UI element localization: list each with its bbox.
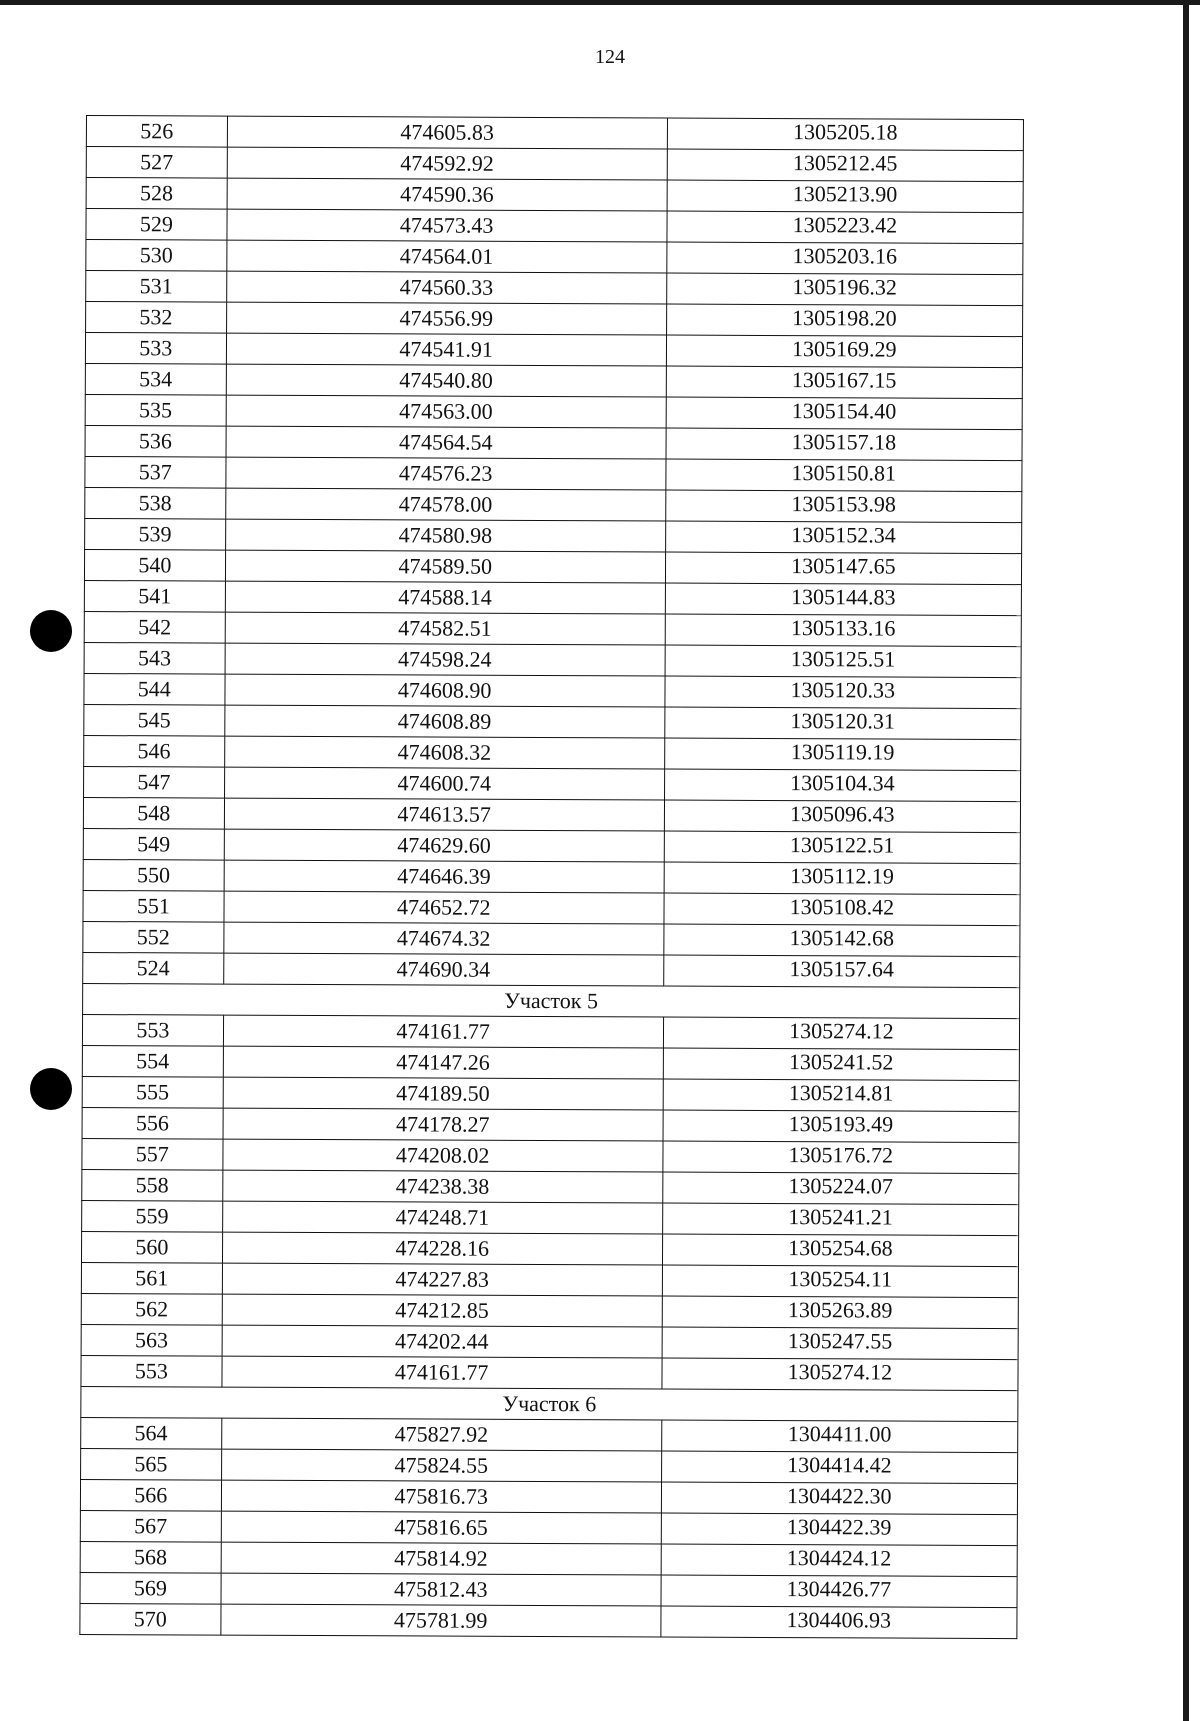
y-coordinate-cell: 1305125.51	[665, 645, 1021, 678]
y-coordinate-cell: 1304424.12	[661, 1544, 1017, 1577]
point-number-cell: 537	[85, 456, 226, 488]
y-coordinate-cell: 1305169.29	[666, 335, 1022, 368]
point-number-cell: 556	[82, 1107, 223, 1139]
x-coordinate-cell: 474178.27	[223, 1108, 663, 1141]
table-row	[81, 1293, 1018, 1328]
point-number-cell: 559	[82, 1200, 223, 1232]
y-coordinate-cell: 1305104.34	[664, 769, 1020, 802]
point-number-cell: 538	[85, 487, 226, 519]
table-row	[82, 1169, 1019, 1204]
point-number-cell: 533	[85, 333, 226, 365]
punch-hole-upper	[30, 610, 72, 652]
table-row	[83, 797, 1020, 832]
point-number-cell: 539	[85, 518, 226, 550]
x-coordinate-cell: 474202.44	[222, 1325, 662, 1358]
x-coordinate-cell: 474578.00	[225, 488, 665, 521]
x-coordinate-cell: 474212.85	[222, 1294, 662, 1327]
y-coordinate-cell: 1305142.68	[664, 924, 1020, 957]
x-coordinate-cell: 474541.91	[226, 333, 666, 366]
point-number-cell: 567	[80, 1510, 221, 1542]
table-row	[82, 1076, 1019, 1111]
y-coordinate-cell: 1305241.21	[662, 1203, 1018, 1236]
y-coordinate-cell: 1305176.72	[663, 1141, 1019, 1174]
table-row	[83, 952, 1020, 987]
table-row	[80, 1541, 1017, 1576]
y-coordinate-cell: 1305119.19	[664, 738, 1020, 771]
y-coordinate-cell: 1305241.52	[663, 1048, 1019, 1081]
table-row	[86, 302, 1023, 337]
x-coordinate-cell: 474228.16	[222, 1232, 662, 1265]
x-coordinate-cell: 474590.36	[227, 178, 667, 211]
table-row	[81, 1448, 1018, 1483]
point-number-cell: 546	[84, 735, 225, 767]
table-row	[81, 1324, 1018, 1359]
point-number-cell: 565	[81, 1448, 222, 1480]
x-coordinate-cell: 474598.24	[225, 643, 665, 676]
coordinates-table	[79, 115, 1024, 1639]
table-row	[80, 1479, 1017, 1514]
table-row	[80, 1510, 1017, 1545]
x-coordinate-cell: 474564.01	[227, 240, 667, 273]
point-number-cell: 553	[81, 1355, 222, 1387]
table-row	[82, 1200, 1019, 1235]
point-number-cell: 541	[84, 580, 225, 612]
page-number: 124	[595, 46, 625, 68]
table-row	[84, 704, 1021, 739]
x-coordinate-cell: 474147.26	[223, 1046, 663, 1079]
y-coordinate-cell: 1305167.15	[666, 366, 1022, 399]
table-row	[81, 1262, 1018, 1297]
y-coordinate-cell: 1305096.43	[664, 800, 1020, 833]
y-coordinate-cell: 1305214.81	[663, 1079, 1019, 1112]
table-row	[86, 271, 1023, 306]
x-coordinate-cell: 474608.90	[225, 674, 665, 707]
x-coordinate-cell: 474540.80	[226, 364, 666, 397]
point-number-cell: 527	[86, 147, 227, 179]
x-coordinate-cell: 474563.00	[226, 395, 666, 428]
x-coordinate-cell: 474600.74	[224, 767, 664, 800]
x-coordinate-cell: 474652.72	[224, 891, 664, 924]
y-coordinate-cell: 1305254.11	[662, 1265, 1018, 1298]
y-coordinate-cell: 1305120.31	[664, 707, 1020, 740]
point-number-cell: 563	[81, 1324, 222, 1356]
point-number-cell: 532	[86, 302, 227, 334]
y-coordinate-cell: 1305274.12	[663, 1017, 1019, 1050]
table-row	[85, 333, 1022, 368]
table-row	[81, 1355, 1018, 1390]
point-number-cell: 551	[83, 890, 224, 922]
x-coordinate-cell: 474573.43	[227, 209, 667, 242]
x-coordinate-cell: 474227.83	[222, 1263, 662, 1296]
y-coordinate-cell: 1305108.42	[664, 893, 1020, 926]
table-row	[83, 921, 1020, 956]
y-coordinate-cell: 1305254.68	[662, 1234, 1018, 1267]
table-row	[84, 549, 1021, 584]
y-coordinate-cell: 1304411.00	[661, 1420, 1017, 1453]
table-row	[86, 147, 1023, 182]
y-coordinate-cell: 1305147.65	[665, 552, 1021, 585]
x-coordinate-cell: 474629.60	[224, 829, 664, 862]
point-number-cell: 554	[82, 1045, 223, 1077]
x-coordinate-cell: 474608.89	[224, 705, 664, 738]
y-coordinate-cell: 1305152.34	[665, 521, 1021, 554]
x-coordinate-cell: 474582.51	[225, 612, 665, 645]
y-coordinate-cell: 1304422.39	[661, 1513, 1017, 1546]
table-row	[86, 116, 1023, 151]
table-row	[82, 1014, 1019, 1049]
table-row	[86, 178, 1023, 213]
scan-border-top	[0, 0, 1200, 5]
point-number-cell: 568	[80, 1541, 221, 1573]
y-coordinate-cell: 1304406.93	[661, 1606, 1017, 1639]
x-coordinate-cell: 475814.92	[221, 1542, 661, 1575]
point-number-cell: 552	[83, 921, 224, 953]
x-coordinate-cell: 475816.65	[221, 1511, 661, 1544]
y-coordinate-cell: 1304426.77	[661, 1575, 1017, 1608]
table-row	[82, 1107, 1019, 1142]
y-coordinate-cell: 1305223.42	[667, 211, 1023, 244]
point-number-cell: 531	[86, 271, 227, 303]
point-number-cell: 558	[82, 1169, 223, 1201]
point-number-cell: 569	[80, 1572, 221, 1604]
y-coordinate-cell: 1305157.64	[663, 955, 1019, 988]
point-number-cell: 562	[81, 1293, 222, 1325]
y-coordinate-cell: 1305274.12	[662, 1358, 1018, 1391]
x-coordinate-cell: 474248.71	[222, 1201, 662, 1234]
point-number-cell: 564	[81, 1417, 222, 1449]
table-row	[82, 1138, 1019, 1173]
point-number-cell: 544	[84, 673, 225, 705]
table-row	[81, 1417, 1018, 1452]
x-coordinate-cell: 474161.77	[223, 1015, 663, 1048]
y-coordinate-cell: 1305263.89	[662, 1296, 1018, 1329]
x-coordinate-cell: 475824.55	[221, 1449, 661, 1482]
section-title: Участок 5	[83, 983, 1020, 1018]
point-number-cell: 547	[84, 766, 225, 798]
point-number-cell: 570	[80, 1603, 221, 1635]
table-row	[84, 735, 1021, 770]
x-coordinate-cell: 474605.83	[227, 116, 667, 149]
x-coordinate-cell: 474576.23	[226, 457, 666, 490]
y-coordinate-cell: 1305122.51	[664, 831, 1020, 864]
point-number-cell: 545	[84, 704, 225, 736]
point-number-cell: 555	[82, 1076, 223, 1108]
x-coordinate-cell: 474560.33	[226, 271, 666, 304]
y-coordinate-cell: 1305247.55	[662, 1327, 1018, 1360]
table-row	[85, 456, 1022, 491]
y-coordinate-cell: 1305144.83	[665, 583, 1021, 616]
point-number-cell: 526	[86, 116, 227, 148]
y-coordinate-cell: 1305213.90	[667, 180, 1023, 213]
section-header-row	[81, 1386, 1018, 1421]
scan-border-right	[1183, 0, 1189, 1721]
x-coordinate-cell: 474690.34	[223, 953, 663, 986]
table-row	[80, 1603, 1017, 1638]
x-coordinate-cell: 475812.43	[221, 1573, 661, 1606]
point-number-cell: 566	[80, 1479, 221, 1511]
x-coordinate-cell: 474613.57	[224, 798, 664, 831]
point-number-cell: 557	[82, 1138, 223, 1170]
table-row	[81, 1231, 1018, 1266]
table-row	[85, 487, 1022, 522]
y-coordinate-cell: 1305224.07	[662, 1172, 1018, 1205]
y-coordinate-cell: 1305150.81	[666, 459, 1022, 492]
table-row	[84, 580, 1021, 615]
x-coordinate-cell: 474588.14	[225, 581, 665, 614]
x-coordinate-cell: 475827.92	[221, 1418, 661, 1451]
table-row	[84, 766, 1021, 801]
point-number-cell: 550	[83, 859, 224, 891]
y-coordinate-cell: 1305120.33	[665, 676, 1021, 709]
y-coordinate-cell: 1305157.18	[666, 428, 1022, 461]
x-coordinate-cell: 475816.73	[221, 1480, 661, 1513]
y-coordinate-cell: 1305154.40	[666, 397, 1022, 430]
table-row	[86, 240, 1023, 275]
x-coordinate-cell: 474161.77	[222, 1356, 662, 1389]
x-coordinate-cell: 474589.50	[225, 550, 665, 583]
point-number-cell: 553	[82, 1014, 223, 1046]
y-coordinate-cell: 1305193.49	[663, 1110, 1019, 1143]
table-row	[80, 1572, 1017, 1607]
y-coordinate-cell: 1305212.45	[667, 149, 1023, 182]
section-title: Участок 6	[81, 1386, 1018, 1421]
point-number-cell: 548	[83, 797, 224, 829]
x-coordinate-cell: 474608.32	[224, 736, 664, 769]
y-coordinate-cell: 1305112.19	[664, 862, 1020, 895]
point-number-cell: 524	[83, 952, 224, 984]
section-header-row	[83, 983, 1020, 1018]
table-row	[86, 209, 1023, 244]
point-number-cell: 535	[85, 394, 226, 426]
y-coordinate-cell: 1305203.16	[667, 242, 1023, 275]
x-coordinate-cell: 474592.92	[227, 147, 667, 180]
table-row	[85, 425, 1022, 460]
table-row	[83, 828, 1020, 863]
point-number-cell: 536	[85, 425, 226, 457]
y-coordinate-cell: 1305198.20	[666, 304, 1022, 337]
point-number-cell: 530	[86, 240, 227, 272]
x-coordinate-cell: 474580.98	[225, 519, 665, 552]
point-number-cell: 561	[81, 1262, 222, 1294]
point-number-cell: 543	[84, 642, 225, 674]
table-row	[85, 518, 1022, 553]
y-coordinate-cell: 1305153.98	[665, 490, 1021, 523]
table-row	[84, 673, 1021, 708]
x-coordinate-cell: 475781.99	[221, 1604, 661, 1637]
x-coordinate-cell: 474556.99	[226, 302, 666, 335]
table-row	[85, 394, 1022, 429]
point-number-cell: 540	[84, 549, 225, 581]
y-coordinate-cell: 1304422.30	[661, 1482, 1017, 1515]
table-row	[85, 363, 1022, 398]
point-number-cell: 534	[85, 363, 226, 395]
x-coordinate-cell: 474189.50	[223, 1077, 663, 1110]
x-coordinate-cell: 474674.32	[224, 922, 664, 955]
punch-hole-lower	[30, 1068, 72, 1110]
x-coordinate-cell: 474238.38	[222, 1170, 662, 1203]
table-row	[83, 890, 1020, 925]
point-number-cell: 542	[84, 611, 225, 643]
table-row	[84, 611, 1021, 646]
table-row	[83, 859, 1020, 894]
table-row	[82, 1045, 1019, 1080]
x-coordinate-cell: 474646.39	[224, 860, 664, 893]
y-coordinate-cell: 1305205.18	[667, 118, 1023, 151]
point-number-cell: 529	[86, 209, 227, 241]
y-coordinate-cell: 1304414.42	[661, 1451, 1017, 1484]
point-number-cell: 560	[81, 1231, 222, 1263]
table-row	[84, 642, 1021, 677]
point-number-cell: 549	[83, 828, 224, 860]
x-coordinate-cell: 474564.54	[226, 426, 666, 459]
y-coordinate-cell: 1305133.16	[665, 614, 1021, 647]
point-number-cell: 528	[86, 178, 227, 210]
y-coordinate-cell: 1305196.32	[666, 273, 1022, 306]
x-coordinate-cell: 474208.02	[223, 1139, 663, 1172]
